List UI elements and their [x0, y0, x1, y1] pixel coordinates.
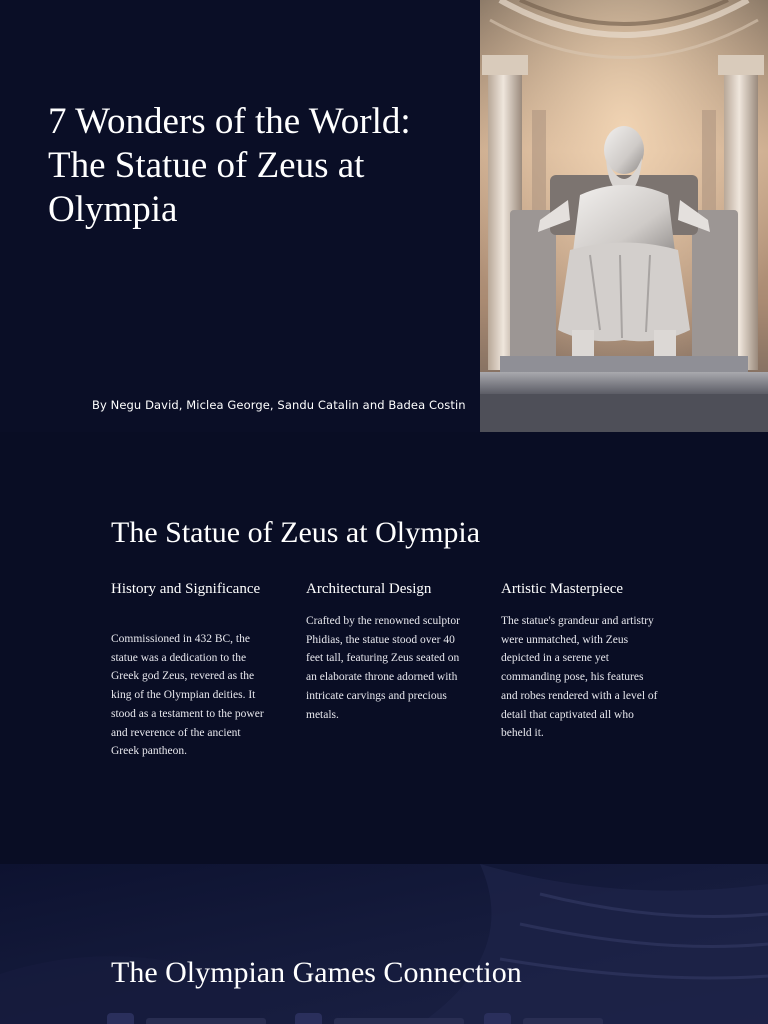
- stadium-background-image: [0, 864, 768, 1024]
- authors-line: By Negu David, Miclea George, Sandu Catalin and Badea Costin: [92, 398, 466, 412]
- history-column: [111, 580, 271, 761]
- history-body: Commissioned in 432 BC, the statue was a dedication to the Greek god Zeus, revered as the king of the Olympian deities. It stood as a testament to the power and reverence of the ancient Greek pantheon.: [111, 633, 264, 758]
- overview-heading: The Statue of Zeus at Olympia: [111, 516, 481, 549]
- games-heading: The Olympian Games Connection: [111, 956, 522, 989]
- card-icon: [295, 1013, 322, 1024]
- artistry-column: [501, 580, 661, 743]
- card-label-placeholder: [334, 1018, 464, 1024]
- design-heading: Architectural Design: [306, 581, 432, 597]
- card-label-placeholder: [146, 1018, 266, 1024]
- presentation-title: 7 Wonders of the World: The Statue of Zeus at Olympia: [48, 101, 411, 230]
- design-column: [306, 580, 466, 724]
- card-label-placeholder: [523, 1018, 603, 1024]
- games-slide: [0, 864, 768, 1024]
- design-body: Crafted by the renowned sculptor Phidias, the statue stood over 40 feet tall, featuring Zeus seated on an elaborate throne adorned with intricate carvings and precious metals.: [306, 615, 460, 721]
- zeus-statue-image: [480, 0, 768, 432]
- card-icon: [107, 1013, 134, 1024]
- history-heading: History and Significance: [111, 581, 261, 597]
- card-icon: [484, 1013, 511, 1024]
- artistry-heading: Artistic Masterpiece: [501, 581, 624, 597]
- title-slide: [0, 0, 768, 432]
- overview-slide: [0, 432, 768, 864]
- artistry-body: The statue's grandeur and artistry were unmatched, with Zeus depicted in a serene yet commanding pose, his features and robes rendered with a level of detail that captivated all who beheld it.: [501, 615, 658, 740]
